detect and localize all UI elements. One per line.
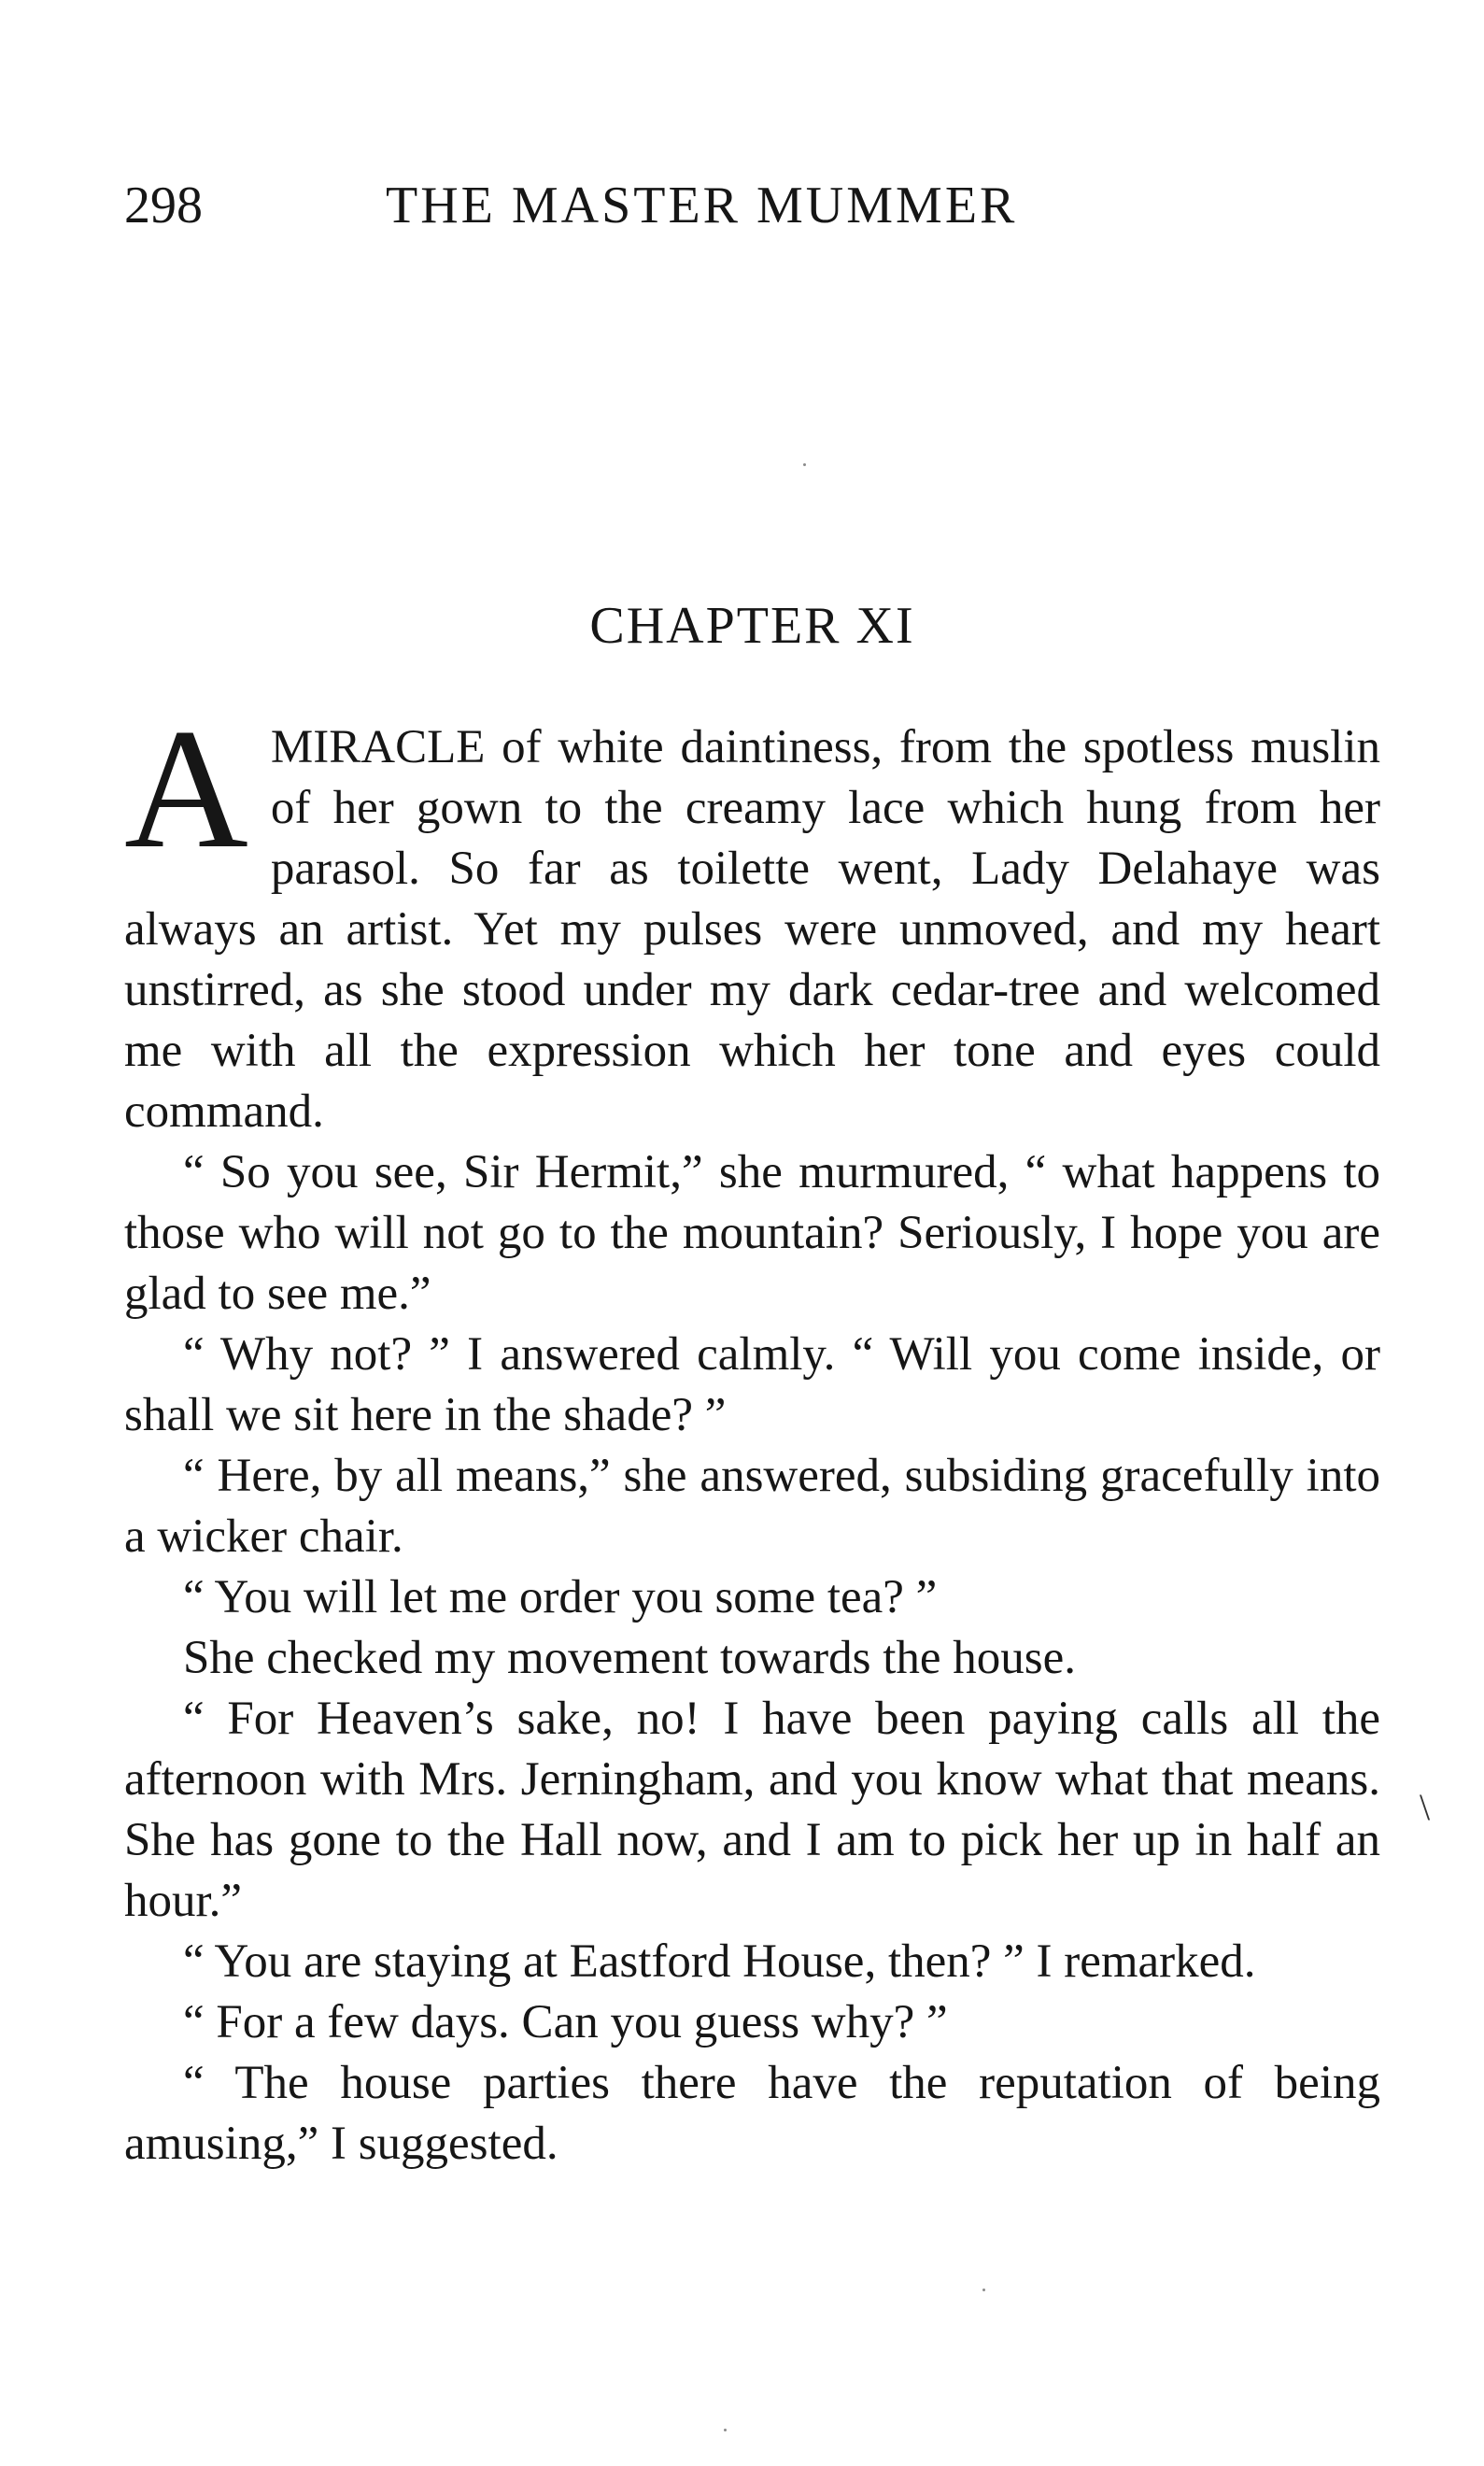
paragraph: “ So you see, Sir Hermit,” she murmured, “ what happens to those who will not go to the mountain? Seriously, I hope you are glad to see me.” <box>124 1146 1380 1320</box>
margin-mark: \ <box>1420 1786 1431 1828</box>
page-number: 298 <box>124 177 203 234</box>
paragraph: She checked my movement towards the house. <box>183 1632 1077 1684</box>
paragraph: “ The house parties there have the reputation of being amusing,” I suggested. <box>124 2057 1380 2170</box>
drop-cap: A <box>124 693 248 884</box>
opening-paragraph <box>124 693 1380 1142</box>
paragraph: “ Here, by all means,” she answered, subsiding gracefully into a wicker chair. <box>124 1450 1380 1563</box>
paper-speck <box>724 2429 727 2431</box>
paragraph: “ You are staying at Eastford House, then? ” I remarked. <box>183 1935 1256 1988</box>
body-text <box>124 693 1380 2175</box>
opening-paragraph-text: MIRACLE of white daintiness, from the spotless muslin of her gown to the creamy lace which hung from her parasol. So far as toilette went, Lady Delahaye was always an artist. Yet my pulses were unmoved, and my heart unstirred, as she stood under my dark cedar-tree and welcomed me with all the expression which her tone and eyes could command. <box>124 721 1380 1138</box>
running-title: THE MASTER MUMMER <box>386 177 1018 234</box>
paragraph: “ For Heaven’s sake, no! I have been paying calls all the afternoon with Mrs. Jerningham, and you know what that means. She has gone to the Hall now, and I am to pick her up in half an hour.” <box>124 1693 1380 1927</box>
paper-speck <box>982 2289 985 2291</box>
chapter-heading: CHAPTER XI <box>589 597 915 655</box>
paragraph: “ You will let me order you some tea? ” <box>183 1571 938 1623</box>
running-head <box>124 173 1133 238</box>
paper-speck <box>803 463 806 466</box>
paragraph: “ For a few days. Can you guess why? ” <box>183 1996 948 2048</box>
paragraph: “ Why not? ” I answered calmly. “ Will you come inside, or shall we sit here in the shade? ” <box>124 1328 1380 1441</box>
